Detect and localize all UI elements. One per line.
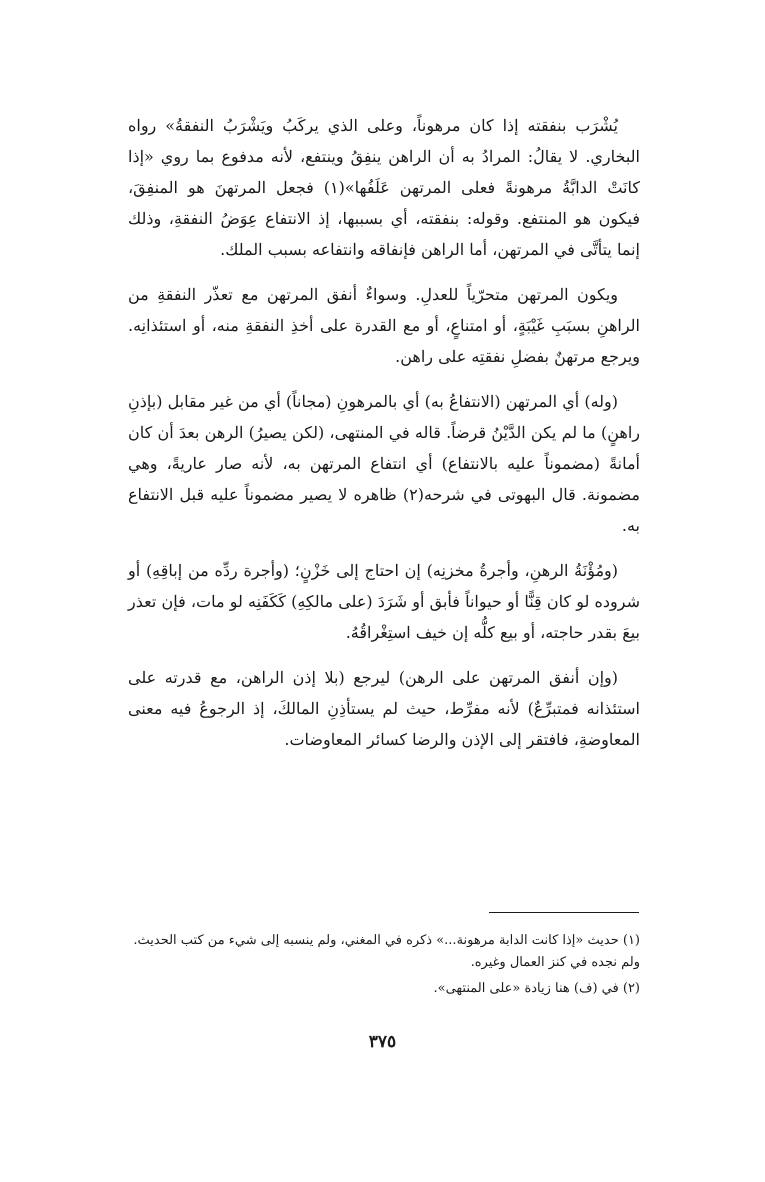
footnote-2: (٢) في (ف) هنا زيادة «على المنتهى». [433, 981, 640, 996]
paragraph-5: (وإن أنفق المرتهن على الرهن) ليرجع (بلا إذن الراهن، مع قدرته على استئذانه فمتبرِّعٌ) لأنه مفرِّط، حيث لم يستأذِنِ المالكَ، إذ الرجوعُ فيه معنى المعاوضةِ، فافتقر إلى الإذن والرضا كسائر المعاوضات. [128, 668, 640, 749]
paragraph-1: يُشْرَب بنفقته إذا كان مرهوناً، وعلى الذي يركَبُ ويَشْرَبُ النفقةُ» رواه البخاري. لا يقالُ: المرادُ به أن الراهن ينفِقُ وينتفع، لأنه مدفوع بما روي «إذا كانَتْ الدابَّةُ مرهونةً فعلى المرتهن عَلَفُها»(١) فجعل المرتهنَ هو المنفِقَ، فيكون هو المنتفع. وقوله: بنفقته، أي بسببها، إذ الانتفاع عِوَضُ النفقةِ، وذلك إنما يتأتَّى في المرتهن، أما الراهن فإنفاقه وانتفاعه بسبب الملك. [128, 116, 640, 259]
footnote-1: (١) حديث «إذا كانت الدابة مرهونة...» ذكره في المغني، ولم ينسبه إلى شيء من كتب الحديث. ولم نجده في كنز العمال وغيره. [133, 933, 640, 970]
paragraph-3: (وله) أي المرتهن (الانتفاعُ به) أي بالمرهونِ (مجاناً) أي من غير مقابل (بإذنِ راهنٍ) ما لم يكن الدَّيْنُ قرضاً. قاله في المنتهى، (لكن يصيرُ) الرهن بعدَ أن كان أمانةً (مضموناً عليه بالانتفاع) أي انتفاع المرتهن به، لأنه صار عاريةً، وهي مضمونة. قال البهوتى في شرحه(٢) ظاهره لا يصير مضموناً عليه قبل الانتفاع به. [128, 392, 641, 535]
main-text [128, 110, 640, 769]
footnote-divider [489, 912, 639, 913]
page-number: ٣٧٥ [368, 1032, 397, 1052]
paragraph-4: (ومُؤْنَةُ الرهنِ، وأجرةُ مخزنِه) إن احتاج إلى خَزْنٍ؛ (وأجرة ردِّه من إباقِهِ) أو شروده لو كان قِنًّا أو حيواناً فأبق أو شَرَدَ (على مالكِهِ) كَكَفَنِه لو مات، فإن تعذر بيعَ بقدر حاجته، أو بيع كلُّه إن خيف استِغْراقُهُ. [128, 561, 640, 642]
footnotes [128, 930, 640, 1004]
paragraph-2: ويكون المرتهن متحرّياً للعدلِ. وسواءٌ أنفق المرتهن مع تعذّر النفقةِ من الراهنِ بسبَبِ غَيْبَةٍ، أو امتناعٍ، أو مع القدرة على أخذِ النفقةِ منه، أو استئذانِه. ويرجع مرتهنٌ بفضلِ نفقتِه على راهن. [128, 285, 640, 366]
